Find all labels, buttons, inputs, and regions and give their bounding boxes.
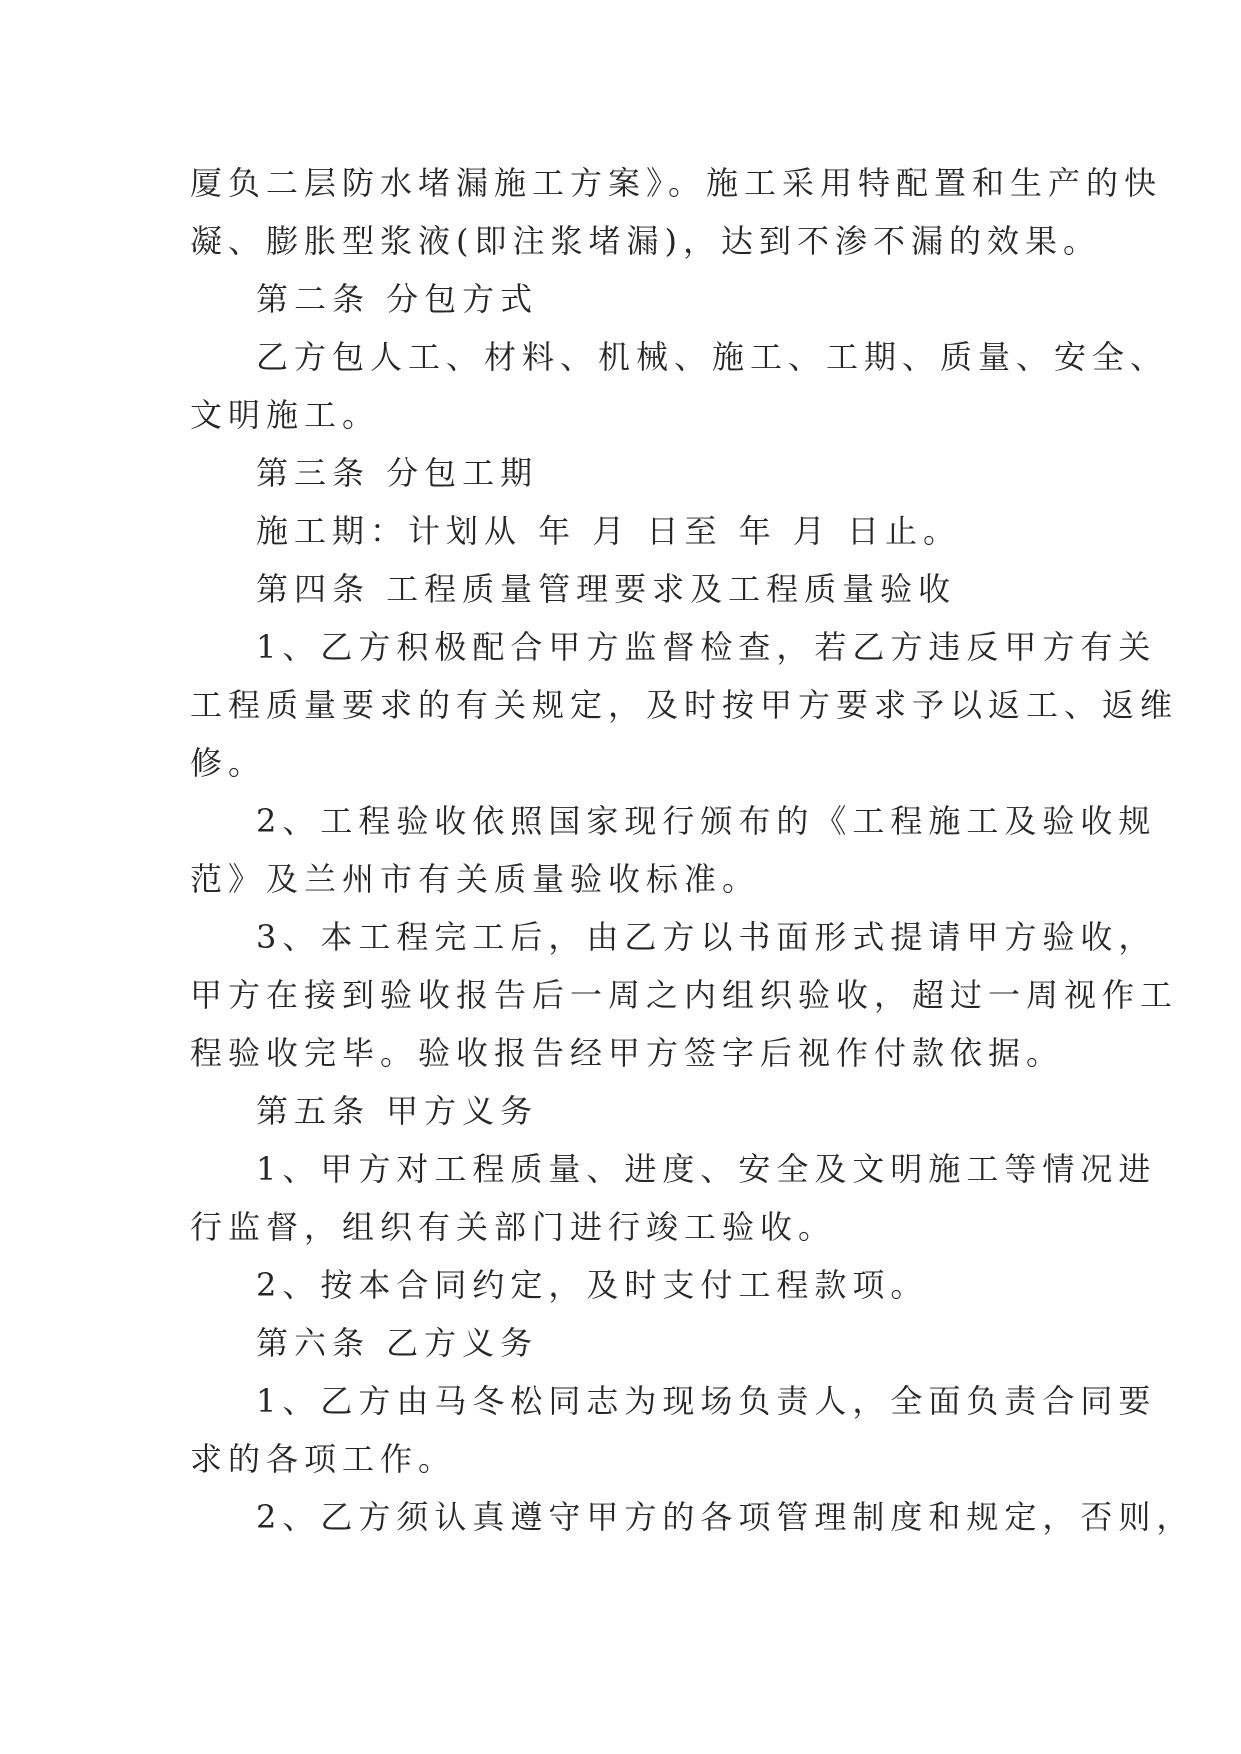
text-line: 凝、膨胀型浆液(即注浆堵漏)，达到不渗不漏的效果。 <box>190 222 1101 260</box>
text-line: 3、本工程完工后，由乙方以书面形式提请甲方验收， <box>256 918 1157 956</box>
text-line: 厦负二层防水堵漏施工方案》。施工采用特配置和生产的快 <box>190 164 1163 202</box>
section-heading: 第五条 甲方义务 <box>256 1092 539 1130</box>
section-heading: 第三条 分包工期 <box>256 454 539 492</box>
document-body <box>190 154 1195 1546</box>
text-line: 求的各项工作。 <box>190 1440 457 1478</box>
text-line: 甲方在接到验收报告后一周之内组织验收，超过一周视作工 <box>190 976 1179 1014</box>
section-heading: 第六条 乙方义务 <box>256 1324 539 1362</box>
text-line: 程验收完毕。验收报告经甲方签字后视作付款依据。 <box>190 1034 1065 1072</box>
text-line: 文明施工。 <box>190 396 381 434</box>
text-line: 行监督，组织有关部门进行竣工验收。 <box>190 1208 837 1246</box>
text-line: 修。 <box>190 744 267 782</box>
section-heading: 第四条 工程质量管理要求及工程质量验收 <box>256 570 957 608</box>
text-line: 2、按本合同约定，及时支付工程款项。 <box>256 1266 929 1304</box>
text-line: 1、甲方对工程质量、进度、安全及文明施工等情况进 <box>256 1150 1157 1188</box>
text-line: 2、工程验收依照国家现行颁布的《工程施工及验收规 <box>256 802 1157 840</box>
text-line: 1、乙方积极配合甲方监督检查，若乙方违反甲方有关 <box>256 628 1157 666</box>
text-line: 范》及兰州市有关质量验收标准。 <box>190 860 761 898</box>
text-line: 1、乙方由马冬松同志为现场负责人，全面负责合同要 <box>256 1382 1157 1420</box>
section-heading: 第二条 分包方式 <box>256 280 539 318</box>
text-line: 乙方包人工、材料、机械、施工、工期、质量、安全、 <box>256 338 1169 376</box>
text-line: 工程质量要求的有关规定，及时按甲方要求予以返工、返维 <box>190 686 1179 724</box>
text-line: 施工期：计划从 年 月 日至 年 月 日止。 <box>256 512 962 550</box>
text-line: 2、乙方须认真遵守甲方的各项管理制度和规定，否则， <box>256 1498 1195 1536</box>
